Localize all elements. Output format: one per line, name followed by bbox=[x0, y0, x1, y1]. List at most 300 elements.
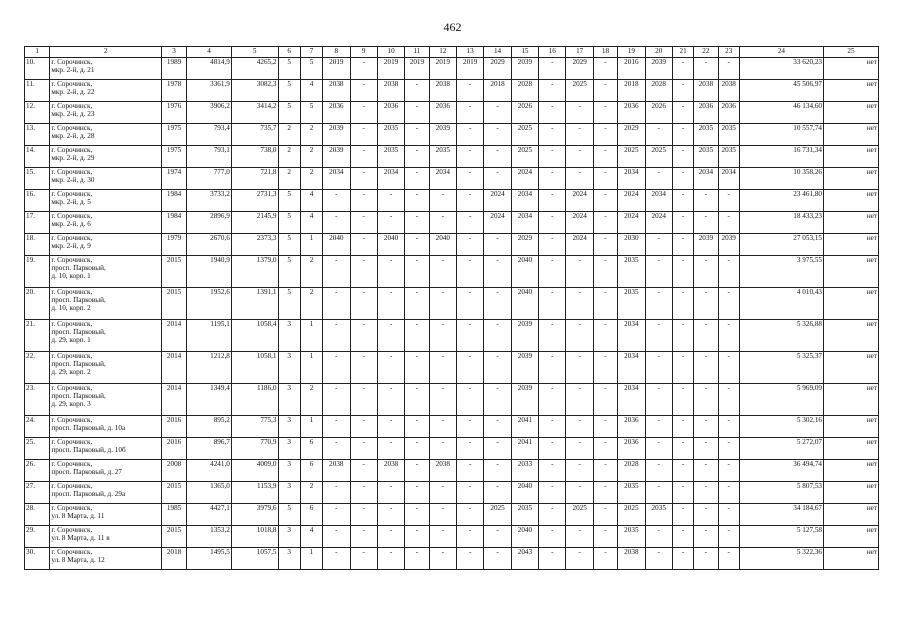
year-cell: 2015 bbox=[161, 526, 186, 548]
table-row bbox=[25, 482, 879, 504]
value-cell-col-16: - bbox=[539, 352, 566, 384]
value-cell-col-15: 2026 bbox=[511, 102, 538, 124]
value-cell-col-21: - bbox=[672, 548, 693, 570]
value-cell-col-22: - bbox=[694, 352, 718, 384]
value-cell-col-23: - bbox=[718, 288, 739, 320]
row-number: 20. bbox=[25, 288, 50, 320]
value-cell-col-21: - bbox=[672, 288, 693, 320]
value-cell-col-14: - bbox=[484, 352, 511, 384]
floors-cell: 3 bbox=[278, 460, 300, 482]
entrances-cell: 1 bbox=[300, 548, 322, 570]
year-cell: 1985 bbox=[161, 504, 186, 526]
value-cell-col-18: - bbox=[593, 256, 617, 288]
value-cell-col-8: - bbox=[323, 320, 350, 352]
status-cell: нет bbox=[824, 526, 879, 548]
floors-cell: 3 bbox=[278, 320, 300, 352]
value-cell-col-21: - bbox=[672, 320, 693, 352]
value-cell-col-17: - bbox=[566, 526, 593, 548]
value-cell-col-19: 2018 bbox=[618, 80, 645, 102]
cost-cell: 5 127,58 bbox=[739, 526, 823, 548]
value-cell-col-21: - bbox=[672, 212, 693, 234]
value-cell-col-14: - bbox=[484, 438, 511, 460]
value-cell-col-11: - bbox=[405, 548, 429, 570]
table-row bbox=[25, 146, 879, 168]
column-header: 12 bbox=[429, 47, 456, 58]
year-cell: 2008 bbox=[161, 460, 186, 482]
value-cell-col-23: 2035 bbox=[718, 124, 739, 146]
row-number: 21. bbox=[25, 320, 50, 352]
entrances-cell: 1 bbox=[300, 416, 322, 438]
column-header: 9 bbox=[350, 47, 377, 58]
living-area-cell: 3082,3 bbox=[231, 80, 278, 102]
value-cell-col-22: - bbox=[694, 212, 718, 234]
total-area-cell: 2896,9 bbox=[187, 212, 232, 234]
value-cell-col-9: - bbox=[350, 526, 377, 548]
year-cell: 2014 bbox=[161, 352, 186, 384]
column-header: 15 bbox=[511, 47, 538, 58]
value-cell-col-12: - bbox=[429, 190, 456, 212]
value-cell-col-9: - bbox=[350, 288, 377, 320]
year-cell: 2016 bbox=[161, 438, 186, 460]
value-cell-col-8: - bbox=[323, 212, 350, 234]
cost-cell: 23 461,80 bbox=[739, 190, 823, 212]
value-cell-col-13: - bbox=[456, 352, 483, 384]
value-cell-col-20: - bbox=[645, 288, 672, 320]
value-cell-col-21: - bbox=[672, 438, 693, 460]
value-cell-col-10: - bbox=[377, 288, 404, 320]
value-cell-col-9: - bbox=[350, 58, 377, 80]
entrances-cell: 6 bbox=[300, 504, 322, 526]
value-cell-col-19: 2029 bbox=[618, 124, 645, 146]
value-cell-col-20: 2039 bbox=[645, 58, 672, 80]
cost-cell: 5 326,88 bbox=[739, 320, 823, 352]
entrances-cell: 1 bbox=[300, 352, 322, 384]
total-area-cell: 1952,6 bbox=[187, 288, 232, 320]
address-cell: г. Сорочинск, мкр. 2-й, д. 9 bbox=[50, 234, 162, 256]
value-cell-col-10: 2034 bbox=[377, 168, 404, 190]
living-area-cell: 2145,9 bbox=[231, 212, 278, 234]
table-row bbox=[25, 256, 879, 288]
value-cell-col-13: - bbox=[456, 384, 483, 416]
value-cell-col-19: 2024 bbox=[618, 212, 645, 234]
value-cell-col-9: - bbox=[350, 548, 377, 570]
table-row bbox=[25, 548, 879, 570]
value-cell-col-18: - bbox=[593, 234, 617, 256]
value-cell-col-16: - bbox=[539, 256, 566, 288]
value-cell-col-22: - bbox=[694, 320, 718, 352]
column-header: 21 bbox=[672, 47, 693, 58]
table-row bbox=[25, 80, 879, 102]
address-cell: г. Сорочинск, ул. 8 Марта, д. 11 в bbox=[50, 526, 162, 548]
value-cell-col-14: - bbox=[484, 384, 511, 416]
value-cell-col-14: 2024 bbox=[484, 190, 511, 212]
value-cell-col-14: - bbox=[484, 526, 511, 548]
value-cell-col-9: - bbox=[350, 146, 377, 168]
value-cell-col-12: - bbox=[429, 504, 456, 526]
value-cell-col-16: - bbox=[539, 80, 566, 102]
column-header: 4 bbox=[187, 47, 232, 58]
living-area-cell: 1018,8 bbox=[231, 526, 278, 548]
value-cell-col-11: - bbox=[405, 460, 429, 482]
living-area-cell: 721,8 bbox=[231, 168, 278, 190]
column-header: 13 bbox=[456, 47, 483, 58]
address-cell: г. Сорочинск, мкр. 2-й, д. 23 bbox=[50, 102, 162, 124]
address-cell: г. Сорочинск, мкр. 2-й, д. 28 bbox=[50, 124, 162, 146]
value-cell-col-17: - bbox=[566, 102, 593, 124]
cost-cell: 45 506,97 bbox=[739, 80, 823, 102]
cost-cell: 34 184,67 bbox=[739, 504, 823, 526]
column-header: 16 bbox=[539, 47, 566, 58]
value-cell-col-11: - bbox=[405, 416, 429, 438]
year-cell: 2016 bbox=[161, 416, 186, 438]
column-header: 19 bbox=[618, 47, 645, 58]
value-cell-col-18: - bbox=[593, 384, 617, 416]
value-cell-col-19: 2034 bbox=[618, 320, 645, 352]
address-cell: г. Сорочинск, мкр. 2-й, д. 21 bbox=[50, 58, 162, 80]
value-cell-col-20: - bbox=[645, 482, 672, 504]
value-cell-col-14: - bbox=[484, 320, 511, 352]
value-cell-col-12: - bbox=[429, 256, 456, 288]
value-cell-col-22: - bbox=[694, 384, 718, 416]
value-cell-col-15: 2034 bbox=[511, 212, 538, 234]
living-area-cell: 1379,0 bbox=[231, 256, 278, 288]
status-cell: нет bbox=[824, 212, 879, 234]
total-area-cell: 793,1 bbox=[187, 146, 232, 168]
value-cell-col-15: 2039 bbox=[511, 58, 538, 80]
value-cell-col-23: - bbox=[718, 526, 739, 548]
address-cell: г. Сорочинск, ул. 8 Марта, д. 11 bbox=[50, 504, 162, 526]
year-cell: 2015 bbox=[161, 482, 186, 504]
value-cell-col-10: 2035 bbox=[377, 146, 404, 168]
value-cell-col-20: 2034 bbox=[645, 190, 672, 212]
value-cell-col-13: - bbox=[456, 482, 483, 504]
cost-cell: 33 620,23 bbox=[739, 58, 823, 80]
value-cell-col-10: - bbox=[377, 256, 404, 288]
value-cell-col-15: 2039 bbox=[511, 352, 538, 384]
value-cell-col-18: - bbox=[593, 482, 617, 504]
value-cell-col-14: 2018 bbox=[484, 80, 511, 102]
cost-cell: 10 358,26 bbox=[739, 168, 823, 190]
value-cell-col-23: - bbox=[718, 256, 739, 288]
value-cell-col-22: - bbox=[694, 504, 718, 526]
value-cell-col-15: 2040 bbox=[511, 482, 538, 504]
floors-cell: 5 bbox=[278, 102, 300, 124]
column-header: 1 bbox=[25, 47, 50, 58]
column-header: 11 bbox=[405, 47, 429, 58]
value-cell-col-17: - bbox=[566, 460, 593, 482]
value-cell-col-11: 2019 bbox=[405, 58, 429, 80]
value-cell-col-21: - bbox=[672, 256, 693, 288]
value-cell-col-11: - bbox=[405, 124, 429, 146]
value-cell-col-19: 2025 bbox=[618, 146, 645, 168]
address-cell: г. Сорочинск, просп. Парковый, д. 10, корп. 1 bbox=[50, 256, 162, 288]
value-cell-col-21: - bbox=[672, 58, 693, 80]
value-cell-col-17: - bbox=[566, 124, 593, 146]
value-cell-col-16: - bbox=[539, 416, 566, 438]
address-cell: г. Сорочинск, просп. Парковый, д. 10, корп. 2 bbox=[50, 288, 162, 320]
value-cell-col-11: - bbox=[405, 234, 429, 256]
value-cell-col-10: - bbox=[377, 416, 404, 438]
year-cell: 1984 bbox=[161, 212, 186, 234]
value-cell-col-10: - bbox=[377, 384, 404, 416]
floors-cell: 5 bbox=[278, 504, 300, 526]
value-cell-col-23: - bbox=[718, 482, 739, 504]
value-cell-col-16: - bbox=[539, 190, 566, 212]
status-cell: нет bbox=[824, 460, 879, 482]
value-cell-col-13: - bbox=[456, 288, 483, 320]
value-cell-col-12: 2038 bbox=[429, 80, 456, 102]
status-cell: нет bbox=[824, 102, 879, 124]
living-area-cell: 2373,3 bbox=[231, 234, 278, 256]
value-cell-col-10: 2038 bbox=[377, 460, 404, 482]
value-cell-col-22: - bbox=[694, 190, 718, 212]
cost-cell: 5 807,53 bbox=[739, 482, 823, 504]
table-row bbox=[25, 416, 879, 438]
value-cell-col-12: 2039 bbox=[429, 124, 456, 146]
value-cell-col-20: - bbox=[645, 460, 672, 482]
value-cell-col-18: - bbox=[593, 460, 617, 482]
row-number: 10. bbox=[25, 58, 50, 80]
table-row bbox=[25, 288, 879, 320]
row-number: 17. bbox=[25, 212, 50, 234]
value-cell-col-12: 2038 bbox=[429, 460, 456, 482]
value-cell-col-22: 2035 bbox=[694, 146, 718, 168]
living-area-cell: 1058,1 bbox=[231, 352, 278, 384]
value-cell-col-20: 2028 bbox=[645, 80, 672, 102]
value-cell-col-23: - bbox=[718, 190, 739, 212]
value-cell-col-18: - bbox=[593, 212, 617, 234]
value-cell-col-15: 2029 bbox=[511, 234, 538, 256]
status-cell: нет bbox=[824, 256, 879, 288]
value-cell-col-21: - bbox=[672, 352, 693, 384]
entrances-cell: 1 bbox=[300, 320, 322, 352]
entrances-cell: 4 bbox=[300, 80, 322, 102]
value-cell-col-12: - bbox=[429, 548, 456, 570]
value-cell-col-15: 2035 bbox=[511, 504, 538, 526]
cost-cell: 10 557,74 bbox=[739, 124, 823, 146]
value-cell-col-18: - bbox=[593, 504, 617, 526]
value-cell-col-10: 2036 bbox=[377, 102, 404, 124]
value-cell-col-22: - bbox=[694, 438, 718, 460]
value-cell-col-20: - bbox=[645, 548, 672, 570]
cost-cell: 27 053,15 bbox=[739, 234, 823, 256]
value-cell-col-13: - bbox=[456, 438, 483, 460]
value-cell-col-19: 2035 bbox=[618, 526, 645, 548]
value-cell-col-22: - bbox=[694, 288, 718, 320]
value-cell-col-12: - bbox=[429, 384, 456, 416]
table-row bbox=[25, 234, 879, 256]
status-cell: нет bbox=[824, 288, 879, 320]
cost-cell: 5 322,36 bbox=[739, 548, 823, 570]
entrances-cell: 2 bbox=[300, 482, 322, 504]
address-cell: г. Сорочинск, просп. Парковый, д. 10б bbox=[50, 438, 162, 460]
value-cell-col-17: - bbox=[566, 438, 593, 460]
value-cell-col-10: - bbox=[377, 504, 404, 526]
floors-cell: 2 bbox=[278, 168, 300, 190]
value-cell-col-8: 2034 bbox=[323, 168, 350, 190]
column-header: 17 bbox=[566, 47, 593, 58]
value-cell-col-9: - bbox=[350, 352, 377, 384]
cost-cell: 5 325,37 bbox=[739, 352, 823, 384]
total-area-cell: 1353,2 bbox=[187, 526, 232, 548]
column-header: 5 bbox=[231, 47, 278, 58]
value-cell-col-23: 2038 bbox=[718, 80, 739, 102]
value-cell-col-9: - bbox=[350, 190, 377, 212]
value-cell-col-15: 2040 bbox=[511, 288, 538, 320]
value-cell-col-10: - bbox=[377, 190, 404, 212]
value-cell-col-12: - bbox=[429, 212, 456, 234]
value-cell-col-16: - bbox=[539, 102, 566, 124]
value-cell-col-14: - bbox=[484, 460, 511, 482]
column-header: 8 bbox=[323, 47, 350, 58]
value-cell-col-14: - bbox=[484, 482, 511, 504]
table-row bbox=[25, 190, 879, 212]
value-cell-col-15: 2041 bbox=[511, 416, 538, 438]
value-cell-col-15: 2025 bbox=[511, 124, 538, 146]
value-cell-col-16: - bbox=[539, 438, 566, 460]
value-cell-col-10: 2019 bbox=[377, 58, 404, 80]
value-cell-col-9: - bbox=[350, 124, 377, 146]
value-cell-col-12: - bbox=[429, 416, 456, 438]
value-cell-col-8: - bbox=[323, 504, 350, 526]
address-cell: г. Сорочинск, просп. Парковый, д. 29, корп. 2 bbox=[50, 352, 162, 384]
value-cell-col-13: - bbox=[456, 102, 483, 124]
row-number: 27. bbox=[25, 482, 50, 504]
value-cell-col-17: - bbox=[566, 416, 593, 438]
value-cell-col-10: 2038 bbox=[377, 80, 404, 102]
entrances-cell: 1 bbox=[300, 234, 322, 256]
value-cell-col-15: 2025 bbox=[511, 146, 538, 168]
status-cell: нет bbox=[824, 504, 879, 526]
entrances-cell: 6 bbox=[300, 460, 322, 482]
value-cell-col-11: - bbox=[405, 482, 429, 504]
cost-cell: 4 010,43 bbox=[739, 288, 823, 320]
value-cell-col-22: - bbox=[694, 526, 718, 548]
value-cell-col-21: - bbox=[672, 190, 693, 212]
value-cell-col-16: - bbox=[539, 460, 566, 482]
value-cell-col-15: 2033 bbox=[511, 460, 538, 482]
value-cell-col-19: 2025 bbox=[618, 504, 645, 526]
address-cell: г. Сорочинск, мкр. 2-й, д. 30 bbox=[50, 168, 162, 190]
table-row bbox=[25, 102, 879, 124]
status-cell: нет bbox=[824, 124, 879, 146]
total-area-cell: 3361,9 bbox=[187, 80, 232, 102]
value-cell-col-19: 2028 bbox=[618, 460, 645, 482]
status-cell: нет bbox=[824, 352, 879, 384]
value-cell-col-18: - bbox=[593, 58, 617, 80]
floors-cell: 5 bbox=[278, 256, 300, 288]
value-cell-col-23: - bbox=[718, 320, 739, 352]
value-cell-col-23: - bbox=[718, 548, 739, 570]
value-cell-col-18: - bbox=[593, 548, 617, 570]
value-cell-col-14: - bbox=[484, 102, 511, 124]
value-cell-col-9: - bbox=[350, 460, 377, 482]
total-area-cell: 895,2 bbox=[187, 416, 232, 438]
value-cell-col-11: - bbox=[405, 212, 429, 234]
value-cell-col-13: - bbox=[456, 168, 483, 190]
year-cell: 1978 bbox=[161, 80, 186, 102]
floors-cell: 3 bbox=[278, 526, 300, 548]
value-cell-col-15: 2040 bbox=[511, 256, 538, 288]
value-cell-col-16: - bbox=[539, 526, 566, 548]
value-cell-col-12: - bbox=[429, 352, 456, 384]
value-cell-col-17: 2025 bbox=[566, 80, 593, 102]
value-cell-col-19: 2038 bbox=[618, 548, 645, 570]
total-area-cell: 1940,9 bbox=[187, 256, 232, 288]
value-cell-col-14: - bbox=[484, 124, 511, 146]
address-cell: г. Сорочинск, просп. Парковый, д. 29а bbox=[50, 482, 162, 504]
value-cell-col-21: - bbox=[672, 460, 693, 482]
column-header: 14 bbox=[484, 47, 511, 58]
living-area-cell: 2731,3 bbox=[231, 190, 278, 212]
year-cell: 2015 bbox=[161, 288, 186, 320]
value-cell-col-9: - bbox=[350, 256, 377, 288]
value-cell-col-18: - bbox=[593, 288, 617, 320]
floors-cell: 3 bbox=[278, 438, 300, 460]
living-area-cell: 1391,1 bbox=[231, 288, 278, 320]
value-cell-col-23: - bbox=[718, 504, 739, 526]
year-cell: 1979 bbox=[161, 234, 186, 256]
address-cell: г. Сорочинск, просп. Парковый, д. 10а bbox=[50, 416, 162, 438]
value-cell-col-9: - bbox=[350, 212, 377, 234]
status-cell: нет bbox=[824, 320, 879, 352]
table-row bbox=[25, 58, 879, 80]
floors-cell: 2 bbox=[278, 146, 300, 168]
year-cell: 1975 bbox=[161, 146, 186, 168]
value-cell-col-23: - bbox=[718, 58, 739, 80]
row-number: 26. bbox=[25, 460, 50, 482]
value-cell-col-13: - bbox=[456, 320, 483, 352]
floors-cell: 5 bbox=[278, 212, 300, 234]
value-cell-col-14: 2025 bbox=[484, 504, 511, 526]
value-cell-col-23: 2034 bbox=[718, 168, 739, 190]
table-header-row bbox=[25, 47, 879, 58]
row-number: 29. bbox=[25, 526, 50, 548]
value-cell-col-18: - bbox=[593, 190, 617, 212]
value-cell-col-16: - bbox=[539, 234, 566, 256]
status-cell: нет bbox=[824, 438, 879, 460]
value-cell-col-17: 2024 bbox=[566, 234, 593, 256]
value-cell-col-15: 2028 bbox=[511, 80, 538, 102]
entrances-cell: 2 bbox=[300, 384, 322, 416]
document-table bbox=[24, 46, 879, 570]
value-cell-col-17: - bbox=[566, 320, 593, 352]
value-cell-col-23: - bbox=[718, 384, 739, 416]
value-cell-col-23: - bbox=[718, 460, 739, 482]
cost-cell: 18 433,23 bbox=[739, 212, 823, 234]
row-number: 25. bbox=[25, 438, 50, 460]
value-cell-col-13: - bbox=[456, 548, 483, 570]
value-cell-col-14: - bbox=[484, 234, 511, 256]
living-area-cell: 1057,5 bbox=[231, 548, 278, 570]
status-cell: нет bbox=[824, 190, 879, 212]
value-cell-col-9: - bbox=[350, 438, 377, 460]
value-cell-col-10: - bbox=[377, 352, 404, 384]
row-number: 12. bbox=[25, 102, 50, 124]
value-cell-col-18: - bbox=[593, 320, 617, 352]
living-area-cell: 738,0 bbox=[231, 146, 278, 168]
floors-cell: 3 bbox=[278, 352, 300, 384]
value-cell-col-12: - bbox=[429, 438, 456, 460]
value-cell-col-12: 2034 bbox=[429, 168, 456, 190]
entrances-cell: 6 bbox=[300, 438, 322, 460]
status-cell: нет bbox=[824, 146, 879, 168]
value-cell-col-12: - bbox=[429, 526, 456, 548]
value-cell-col-23: 2036 bbox=[718, 102, 739, 124]
value-cell-col-14: - bbox=[484, 288, 511, 320]
entrances-cell: 2 bbox=[300, 146, 322, 168]
value-cell-col-9: - bbox=[350, 416, 377, 438]
